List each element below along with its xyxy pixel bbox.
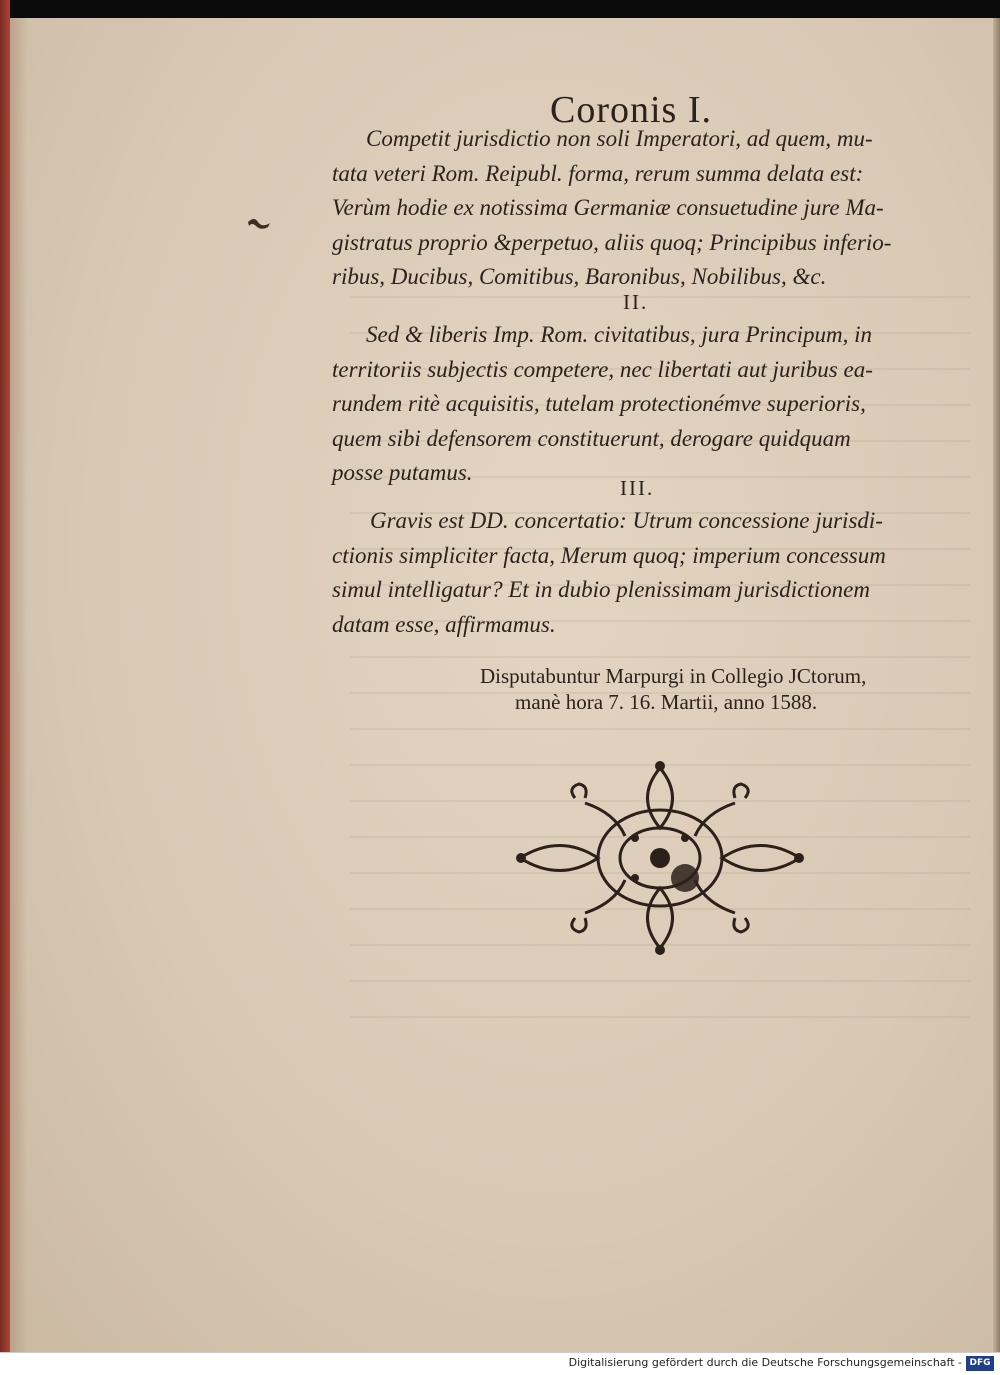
- text-line: quem sibi defensorem constituerunt, derogare quidquam: [332, 425, 851, 451]
- text-line: Sed & liberis Imp. Rom. civitatibus, jura Principum, in: [366, 322, 872, 347]
- credit-text: Digitalisierung gefördert durch die Deutsche Forschungsgemeinschaft -: [568, 1356, 962, 1369]
- thesis-2-continuation: [332, 353, 961, 491]
- page-edge-right: [993, 18, 1000, 1353]
- section-numeral: III.: [620, 476, 655, 500]
- text-line: ctionis simpliciter facta, Merum quoq; imperium concessum: [332, 542, 886, 568]
- section-numeral: II.: [623, 290, 649, 314]
- thesis-1-continuation: [332, 157, 961, 295]
- text-line: Verùm hodie ex notissima Germaniæ consuetudine jure Ma-: [332, 195, 884, 220]
- text-line: posse putamus.: [332, 460, 473, 485]
- page-edge-left: [0, 0, 10, 1353]
- text-line: tata veteri Rom. Reipubl. forma, rerum summa delata est:: [332, 160, 864, 186]
- thesis-1-text: [366, 122, 961, 157]
- text-line: datam esse, affirmamus.: [332, 611, 556, 637]
- dfg-logo-icon: DFG: [966, 1356, 994, 1371]
- disputation-notice: Disputabuntur Marpurgi in Collegio JCtorum,: [480, 664, 867, 688]
- book-page: [10, 18, 993, 1353]
- credit-bar: [0, 1352, 1000, 1375]
- text-line: simul intelligatur? Et in dubio plenissimam jurisdictionem: [332, 577, 870, 602]
- page-title: Coronis I.: [550, 89, 712, 131]
- text-line: territoriis subjectis competere, nec libertati aut juribus ea-: [332, 356, 873, 382]
- thesis-3-continuation: [332, 539, 961, 643]
- printers-ornament-icon: [515, 758, 805, 958]
- thesis-3-text: [370, 504, 961, 539]
- text-line: ribus, Ducibus, Comitibus, Baronibus, Nobilibus, &c.: [332, 264, 827, 289]
- text-line: Competit jurisdictio non soli Imperatori, ad quem, mu-: [366, 126, 873, 151]
- thesis-2-text: [366, 318, 961, 353]
- text-line: Gravis est DD. concertatio: Utrum concessione jurisdi-: [370, 508, 883, 533]
- ink-mark-icon: [246, 214, 272, 232]
- disputation-date: manè hora 7. 16. Martii, anno 1588.: [515, 690, 818, 714]
- text-line: gistratus proprio &perpetuo, aliis quoq; Principibus inferio-: [332, 229, 892, 255]
- text-line: rundem ritè acquisitis, tutelam protectionémve superioris,: [332, 391, 866, 416]
